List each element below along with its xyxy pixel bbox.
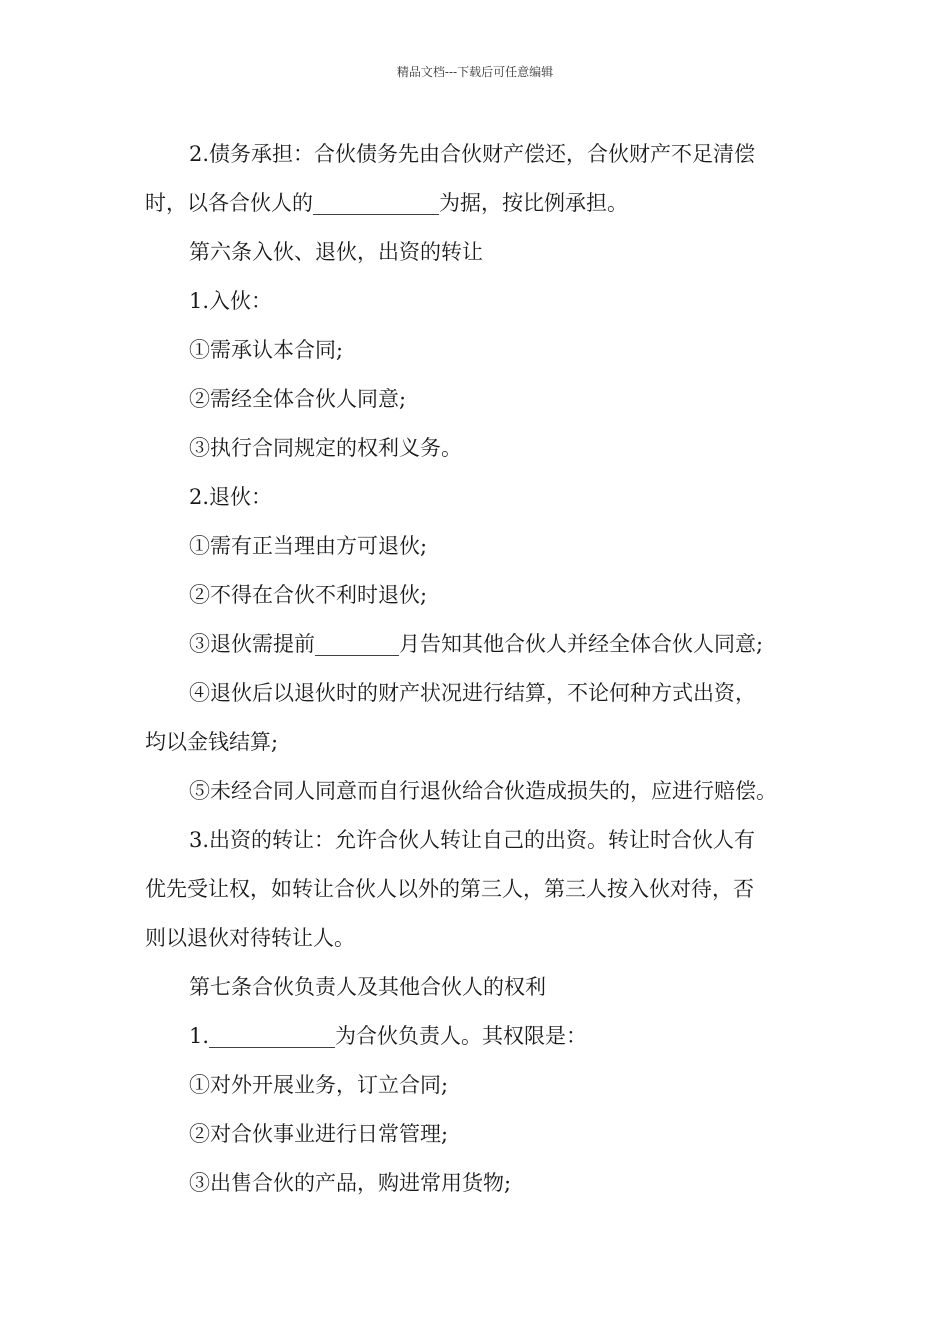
list-item: ③执行合同规定的权利义务。 xyxy=(189,436,462,460)
list-item: ③出售合伙的产品，购进常用货物; xyxy=(189,1171,512,1195)
list-item: ④退伙后以退伙时的财产状况进行结算，不论何种方式出资， xyxy=(189,681,756,705)
paragraph-line: 均以金钱结算; xyxy=(145,730,279,754)
paragraph-line: 则以退伙对待转让人。 xyxy=(145,926,355,950)
paragraph-line: 3.出资的转让：允许合伙人转让自己的出资。转让时合伙人有 xyxy=(189,828,756,852)
list-item: ②对合伙事业进行日常管理; xyxy=(189,1122,449,1146)
document-body xyxy=(145,130,810,1208)
list-item: ⑤未经合同人同意而自行退伙给合伙造成损失的，应进行赔偿。 xyxy=(189,779,777,803)
list-item: ②需经全体合伙人同意; xyxy=(189,387,407,411)
paragraph-line: 1.____________为合伙负责人。其权限是： xyxy=(189,1024,588,1048)
paragraph-line: 时，以各合伙人的____________为据，按比例承担。 xyxy=(145,191,628,215)
paragraph-line: 优先受让权，如转让合伙人以外的第三人，第三人按入伙对待，否 xyxy=(145,877,754,901)
paragraph-line: 2.债务承担：合伙债务先由合伙财产偿还，合伙财产不足清偿 xyxy=(189,142,756,166)
paragraph-line: 2.退伙： xyxy=(189,485,273,509)
list-item: ③退伙需提前________月告知其他合伙人并经全体合伙人同意; xyxy=(189,632,764,656)
section-heading: 第七条合伙负责人及其他合伙人的权利 xyxy=(189,975,546,999)
paragraph-line: 1.入伙： xyxy=(189,289,273,313)
page-header: 精品文档---下载后可任意编辑 xyxy=(396,65,554,79)
list-item: ①对外开展业务，订立合同; xyxy=(189,1073,449,1097)
list-item: ①需有正当理由方可退伙; xyxy=(189,534,428,558)
list-item: ②不得在合伙不利时退伙; xyxy=(189,583,428,607)
section-heading: 第六条入伙、退伙，出资的转让 xyxy=(189,240,483,264)
list-item: ①需承认本合同; xyxy=(189,338,344,362)
